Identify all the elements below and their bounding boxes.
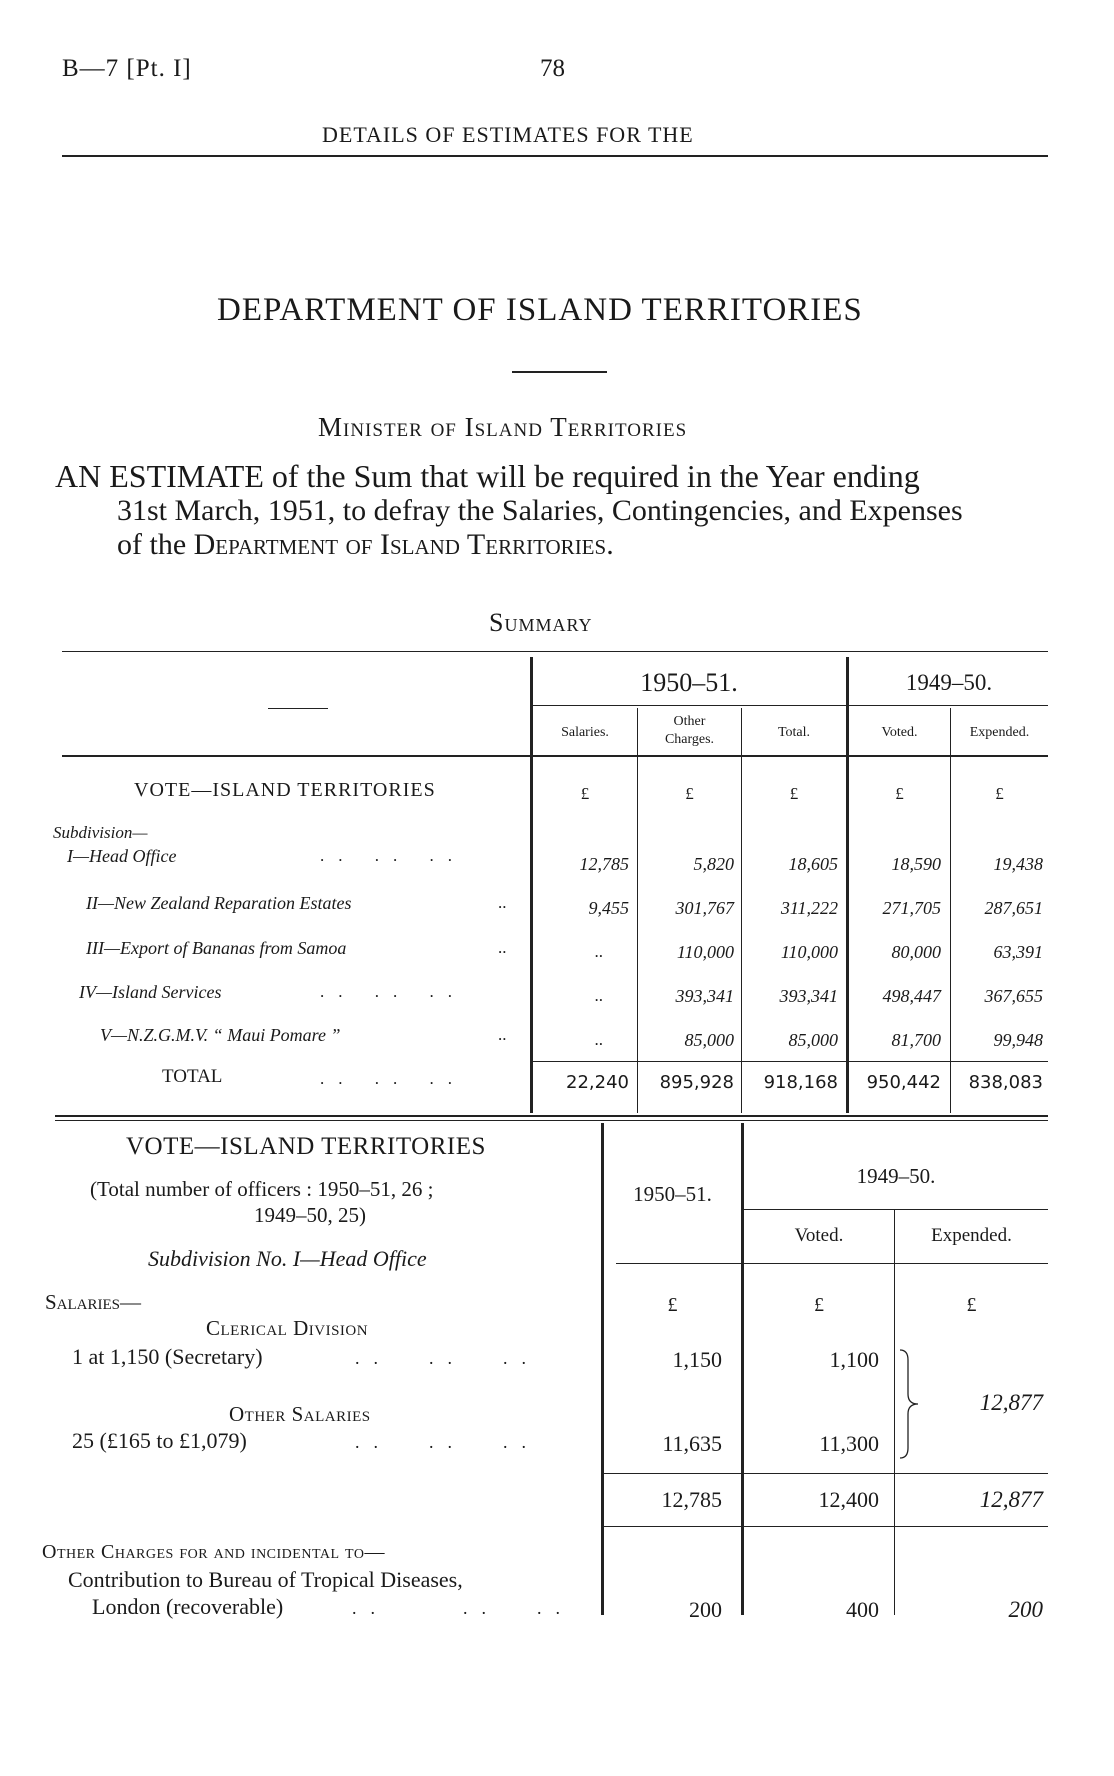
summary-sub-expended: Expended. [969,725,1030,740]
summary-cell-total: 110,000 [780,942,838,962]
summary-total-expended: 838,083 [968,1072,1043,1093]
department-title: DEPARTMENT OF ISLAND TERRITORIES [217,292,863,328]
leader-dots: .. .. .. [320,1069,466,1088]
summary-bottom-rule-2 [55,1120,1048,1121]
summary-left-dash [268,708,328,709]
contribution-line-2: London (recoverable) [92,1594,284,1619]
summary-cell-other: 301,767 [675,898,734,918]
summary-cell-salaries: 12,785 [579,854,629,874]
summary-cell-total: 311,222 [780,898,838,918]
leader-dots: .. [498,938,507,957]
other-salaries-heading: Other Salaries [229,1402,371,1426]
summary-bottom-rule-1 [55,1115,1048,1117]
detail-vrule-voted [894,1210,895,1615]
summary-col-1950: 1950–51. [640,668,738,697]
summary-cell-total: 393,341 [779,986,838,1006]
leader-dots: .. .. .. [320,846,466,865]
detail-subdivision: Subdivision No. I—Head Office [148,1246,427,1271]
summary-total-salaries: 22,240 [566,1072,629,1093]
leader-dots: .. .. .. [320,982,466,1001]
detail-sub-voted: Voted. [794,1225,844,1246]
leader-dots: .. .. .. [355,1348,540,1368]
intro-line-2: 31st March, 1951, to defray the Salaries, Contingencies, and Expenses [117,494,963,527]
detail-currency-1950: £ [667,1294,678,1316]
subtotal-voted: 12,400 [818,1487,879,1512]
summary-cell-salaries: .. [594,986,603,1005]
title-rule [512,371,607,373]
summary-subdivision-label: Subdivision— [53,823,148,842]
summary-header-rule [62,755,1048,757]
summary-cell-voted: 271,705 [882,898,941,918]
minister-title: Minister of Island Territories [318,412,688,442]
other-charges-heading: Other Charges for and incidental to— [42,1541,385,1563]
summary-sub-salaries: Salaries. [561,725,609,740]
detail-currency-voted: £ [814,1294,824,1316]
summary-cell-voted: 18,590 [891,854,941,874]
intro-line-3 [117,528,614,562]
clerical-division-heading: Clerical Division [206,1316,369,1340]
summary-currency-voted: £ [895,784,904,803]
summary-cell-other: 85,000 [684,1030,734,1050]
subtotal-1950: 12,785 [661,1487,722,1512]
contribution-1950: 200 [689,1597,722,1622]
summary-sub-voted: Voted. [881,725,918,740]
summary-year-rule [533,705,1048,706]
intro-department: Department of Island Territories. [193,528,614,561]
contribution-expended: 200 [1008,1597,1043,1622]
contribution-voted: 400 [846,1597,879,1622]
clerical-row-voted: 1,100 [829,1347,879,1372]
clerical-row-1950: 1,150 [672,1347,722,1372]
summary-cell-salaries: .. [594,942,603,961]
summary-row-label: V—N.Z.G.M.V. “ Maui Pomare ” [100,1025,341,1045]
header-rule [62,155,1048,157]
summary-sub-other-2: Charges. [664,732,715,747]
salaries-expended: 12,877 [979,1390,1043,1415]
salaries-heading: Salaries— [45,1290,142,1314]
summary-cell-expended: 63,391 [993,942,1043,962]
summary-cell-salaries: 9,455 [588,898,629,918]
summary-top-rule [62,651,1048,652]
summary-row-label: I—Head Office [67,846,177,866]
summary-vote-label: VOTE—ISLAND TERRITORIES [134,779,436,801]
summary-cell-voted: 81,700 [891,1030,941,1050]
summary-sub-total: Total. [777,725,811,740]
contribution-line-1: Contribution to Bureau of Tropical Diseases, [68,1567,463,1592]
detail-officers-line-2: 1949–50, 25) [254,1203,366,1227]
leader-dots: .. [498,893,507,912]
summary-cell-other: 393,341 [675,986,734,1006]
summary-cell-other: 5,820 [693,854,734,874]
summary-cell-other: 110,000 [676,942,734,962]
summary-total-other: 895,928 [659,1072,734,1093]
detail-vote-label: VOTE—ISLAND TERRITORIES [126,1133,486,1160]
page-number: 78 [540,55,565,82]
summary-currency-total: £ [789,784,799,803]
summary-sub-other-1: Other [673,714,706,729]
clerical-row-label: 1 at 1,150 (Secretary) [72,1344,263,1369]
summary-total-label: TOTAL [162,1066,223,1087]
detail-currency-expended: £ [966,1294,977,1316]
summary-cell-total: 85,000 [788,1030,838,1050]
detail-subtotal-rule [604,1473,1048,1474]
other-salaries-row-1950: 11,635 [662,1431,722,1456]
summary-row-label: II—New Zealand Reparation Estates [86,893,352,913]
summary-total-rule [533,1061,1048,1062]
detail-officers-line-1: (Total number of officers : 1950–51, 26 ; [90,1177,434,1201]
summary-cell-total: 18,605 [788,854,838,874]
intro-line-1: AN ESTIMATE of the Sum that will be required in the Year ending [55,458,920,494]
detail-subtotal-bottom-rule [604,1526,1048,1527]
summary-cell-voted: 80,000 [891,942,941,962]
detail-col-1949: 1949–50. [856,1164,936,1188]
detail-sub-expended: Expended. [931,1225,1012,1246]
detail-col-1950: 1950–51. [633,1182,712,1206]
summary-total-total: 918,168 [763,1072,838,1093]
summary-currency-other: £ [685,784,694,803]
other-salaries-row-voted: 11,300 [819,1431,879,1456]
leader-dots: .. .. .. [355,1432,540,1452]
summary-row-label: IV—Island Services [79,982,222,1002]
leader-dots: .. .. .. [352,1598,574,1618]
summary-cell-expended: 19,438 [993,854,1043,874]
summary-cell-expended: 99,948 [993,1030,1043,1050]
subtotal-expended: 12,877 [979,1487,1043,1512]
summary-currency-expended: £ [995,784,1004,803]
summary-row-label: III—Export of Bananas from Samoa [86,938,347,958]
summary-heading: Summary [489,608,593,637]
intro-line-3-prefix: of the [117,528,187,561]
detail-header-rule [616,1263,1048,1264]
summary-cell-expended: 287,651 [984,898,1043,918]
other-salaries-row-label: 25 (£165 to £1,079) [72,1428,247,1453]
summary-cell-salaries: .. [594,1030,603,1049]
running-title: DETAILS OF ESTIMATES FOR THE [322,122,694,147]
detail-year-rule [744,1209,1048,1210]
page-ref: B—7 [Pt. I] [62,55,192,82]
summary-cell-voted: 498,447 [882,986,941,1006]
leader-dots: .. [498,1025,507,1044]
summary-currency-salaries: £ [580,784,590,803]
summary-total-voted: 950,442 [866,1072,941,1093]
summary-cell-expended: 367,655 [984,986,1043,1006]
summary-col-1949: 1949–50. [905,670,993,695]
